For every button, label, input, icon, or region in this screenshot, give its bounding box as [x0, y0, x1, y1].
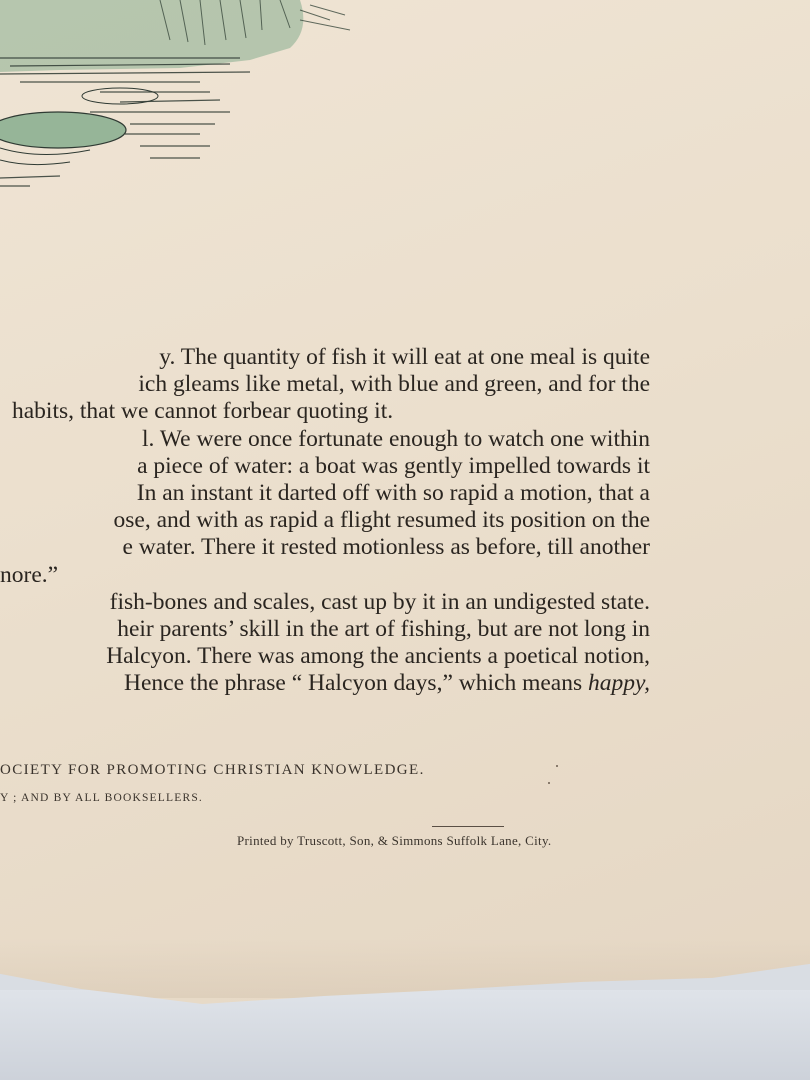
text-line-content: e water. There it rested motionless as before, till another — [122, 534, 650, 561]
text-line — [0, 589, 650, 616]
pond-illustration — [0, 0, 360, 200]
text-line-content: l. We were once fortunate enough to watch one within — [142, 425, 650, 452]
text-line-content: heir parents’ skill in the art of fishing, but are not long in — [117, 615, 650, 642]
text-line-content: In an instant it darted off with so rapid a motion, that a — [136, 479, 650, 506]
text-line — [0, 534, 650, 561]
text-line — [0, 562, 650, 589]
text-line-content: habits, that we cannot forbear quoting it. — [12, 398, 394, 425]
text-line — [0, 507, 650, 534]
text-line-content: Halcyon. There was among the ancients a poetical notion, — [106, 643, 650, 670]
emphasis-word: happy, — [587, 670, 650, 697]
text-line-content: a piece of water: a boat was gently impelled towards it — [137, 452, 650, 479]
divider-rule — [432, 826, 504, 827]
text-line — [0, 670, 650, 697]
text-line-content: ich gleams like metal, with blue and green, and for the — [138, 371, 650, 398]
text-line-content: ose, and with as rapid a flight resumed its position on the — [113, 507, 650, 534]
text-line — [0, 453, 650, 480]
booksellers-imprint: Y ; AND BY ALL BOOKSELLERS. — [0, 792, 203, 804]
printer-credit: Printed by Truscott, Son, & Simmons Suffolk Lane, City. — [237, 833, 552, 848]
text-line — [0, 398, 650, 425]
paper-edge-shadow — [0, 938, 810, 998]
ink-speck — [548, 782, 550, 784]
body-text — [0, 344, 650, 697]
text-line — [0, 426, 650, 453]
text-line — [0, 643, 650, 670]
text-line — [0, 344, 650, 371]
text-line — [0, 371, 650, 398]
text-line — [0, 616, 650, 643]
society-imprint: OCIETY FOR PROMOTING CHRISTIAN KNOWLEDGE. — [0, 762, 425, 778]
text-line-content: Hence the phrase “ Halcyon days,” which means — [124, 670, 583, 697]
photo-background — [0, 990, 810, 1080]
text-line-content: fish-bones and scales, cast up by it in an undigested state. — [109, 588, 650, 615]
text-line — [0, 480, 650, 507]
text-line-content: nore.” — [0, 561, 59, 588]
ink-speck — [556, 765, 558, 767]
text-line-content: y. The quantity of fish it will eat at one meal is quite — [159, 344, 650, 370]
